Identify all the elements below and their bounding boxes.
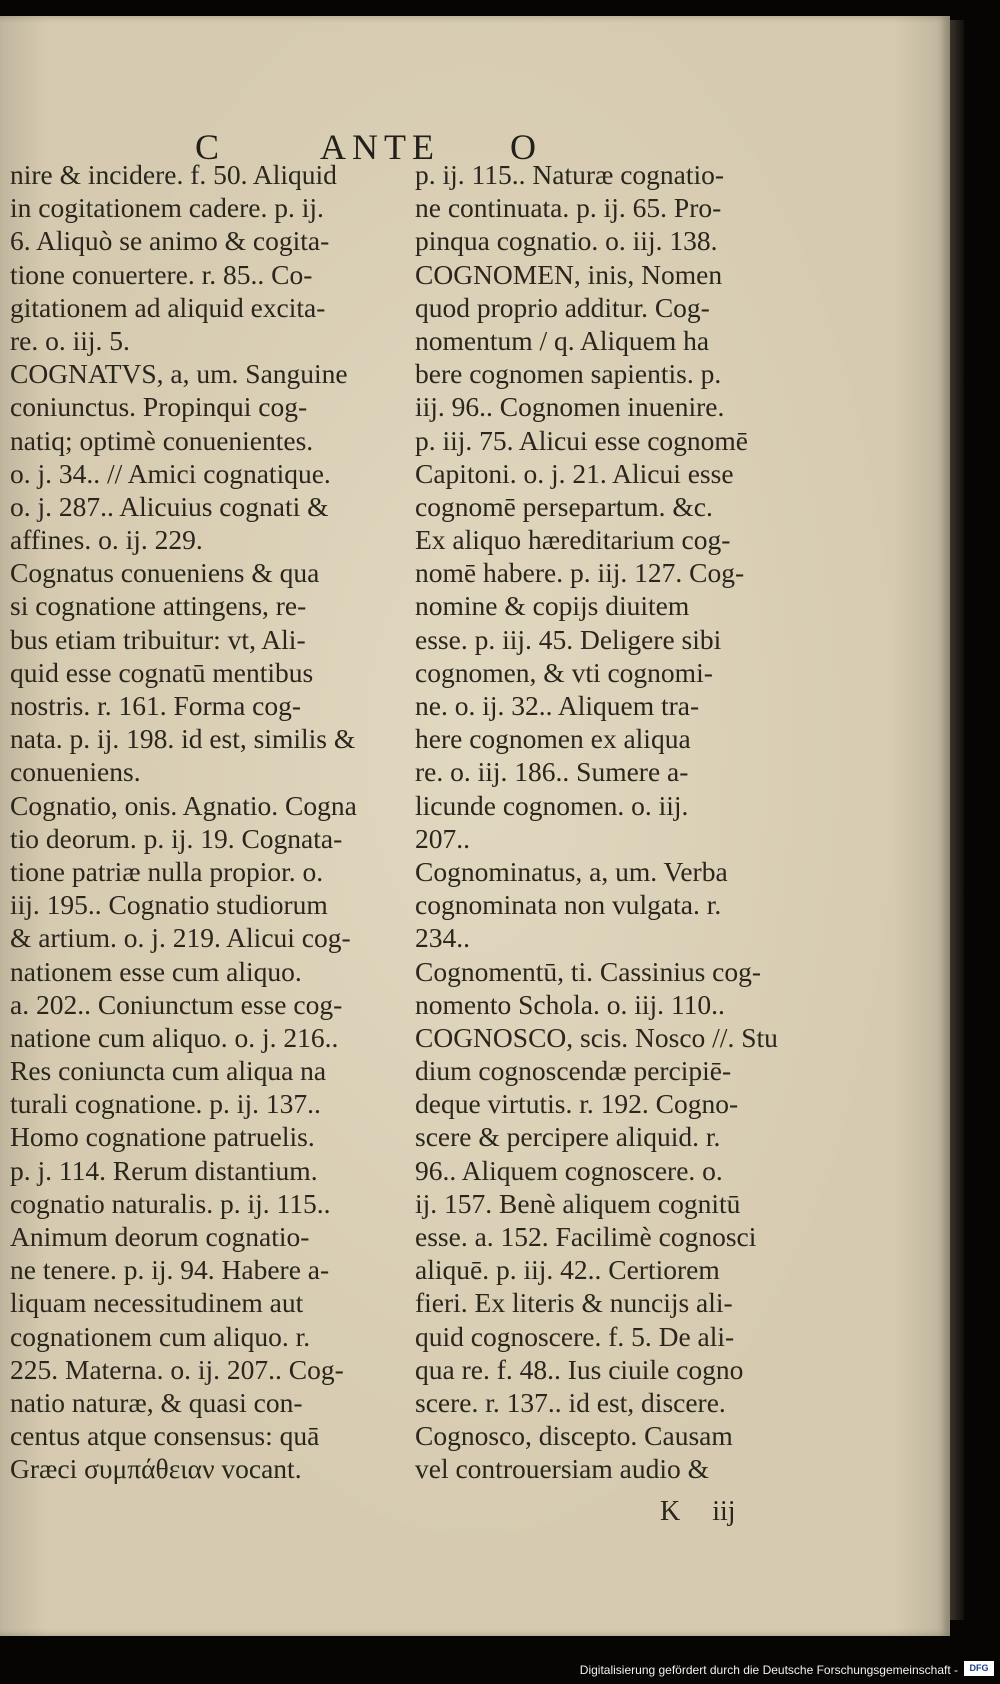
right-column-line: quod proprio additur. Cog-	[415, 291, 710, 323]
dfg-logo: DFG	[964, 1661, 994, 1676]
right-column-line: nomine & copijs diuitem	[415, 590, 690, 622]
right-column-line: Ex aliquo hæreditarium cog-	[415, 524, 731, 556]
left-column-line: natione cum aliquo. o. j. 216..	[10, 1021, 339, 1053]
left-column-line: bus etiam tribuitur: vt, Ali-	[10, 623, 306, 655]
right-column-line: 96.. Aliquem cognoscere. o.	[415, 1154, 723, 1186]
right-column-line: 207..	[415, 822, 470, 854]
left-column-line: cognatio naturalis. p. ij. 115..	[10, 1187, 331, 1219]
right-column-line: 234..	[415, 922, 470, 954]
footer-credit: Digitalisierung gefördert durch die Deutsche Forschungsgemeinschaft -	[579, 1663, 958, 1677]
right-column-line: cognomē persepartum. &c.	[415, 490, 713, 522]
right-column-line: ij. 157. Benè aliquem cognitū	[415, 1187, 741, 1219]
right-column-line: p. iij. 75. Alicui esse cognomē	[415, 424, 749, 456]
right-column-line: COGNOMEN, inis, Nomen	[415, 258, 723, 290]
right-column-line: quid cognoscere. f. 5. De ali-	[415, 1320, 735, 1352]
left-column-line: ne tenere. p. ij. 94. Habere a-	[10, 1254, 330, 1286]
right-column-line: nomentum / q. Aliquem ha	[415, 324, 710, 356]
digitization-footer	[0, 1654, 1000, 1684]
left-column-line: natiq; optimè conuenientes.	[10, 424, 314, 456]
left-column-line: tione conuertere. r. 85.. Co-	[10, 258, 313, 290]
left-column-line: COGNATVS, a, um. Sanguine	[10, 358, 348, 390]
left-column-line: Homo cognatione patruelis.	[10, 1121, 315, 1153]
left-column-line: affines. o. ij. 229.	[10, 524, 203, 556]
left-column-line: nata. p. ij. 198. id est, similis &	[10, 723, 356, 755]
right-column-line: qua re. f. 48.. Ius ciuile cogno	[415, 1353, 744, 1385]
left-column-line: Cognatus conueniens & qua	[10, 557, 320, 589]
left-column-line: iij. 195.. Cognatio studiorum	[10, 889, 328, 921]
left-column-line: cognationem cum aliquo. r.	[10, 1320, 311, 1352]
left-column-line: quid esse cognatū mentibus	[10, 656, 314, 688]
left-column-line: & artium. o. j. 219. Alicui cog-	[10, 922, 351, 954]
right-column-line: dium cognoscendæ percipiē-	[415, 1055, 732, 1087]
left-column-line: tione patriæ nulla propior. o.	[10, 855, 324, 887]
left-column-line: Animum deorum cognatio-	[10, 1221, 310, 1252]
right-column-line: cognominata non vulgata. r.	[415, 889, 722, 921]
right-column-line: deque virtutis. r. 192. Cogno-	[415, 1088, 739, 1120]
left-column-line: nationem esse cum aliquo.	[10, 955, 302, 987]
left-column-line: liquam necessitudinem aut	[10, 1287, 304, 1319]
right-column-line: Cognosco, discepto. Causam	[415, 1420, 733, 1452]
left-column-line: a. 202.. Coniunctum esse cog-	[10, 988, 343, 1020]
right-column-line: Cognominatus, a, um. Verba	[415, 855, 728, 887]
right-column-line: ne. o. ij. 32.. Aliquem tra-	[415, 690, 700, 721]
running-head-right-letter: O	[510, 127, 542, 167]
left-column-line: in cogitationem cadere. p. ij.	[10, 192, 324, 224]
left-column-line: nire & incidere. f. 50. Aliquid	[10, 159, 337, 190]
right-column-line: esse. p. iij. 45. Deligere sibi	[415, 623, 722, 655]
left-column-line: p. j. 114. Rerum distantium.	[10, 1154, 318, 1186]
left-column-line: coniunctus. Propinqui cog-	[10, 391, 308, 423]
book-page	[0, 16, 950, 1636]
right-column-line: Cognomentū, ti. Cassinius cog-	[415, 955, 762, 987]
left-column-line: nostris. r. 161. Forma cog-	[10, 690, 302, 721]
left-column-line: gitationem ad aliquid excita-	[10, 291, 326, 323]
right-column-line: ne continuata. p. ij. 65. Pro-	[415, 192, 722, 224]
right-column	[415, 158, 845, 1486]
signature-letter: K	[660, 1496, 681, 1527]
left-column-line: o. j. 287.. Alicuius cognati &	[10, 490, 329, 522]
left-column-line: tio deorum. p. ij. 19. Cognata-	[10, 822, 343, 854]
right-column-line: re. o. iij. 186.. Sumere a-	[415, 756, 689, 788]
right-column-line: nomē habere. p. iij. 127. Cog-	[415, 557, 745, 589]
right-column-line: pinqua cognatio. o. iij. 138.	[415, 225, 718, 257]
right-column-line: COGNOSCO, scis. Nosco //. Stu	[415, 1021, 778, 1053]
left-column	[10, 158, 415, 1486]
right-column-line: nomento Schola. o. iij. 110..	[415, 988, 725, 1020]
left-column-line: natio naturæ, & quasi con-	[10, 1386, 303, 1418]
left-column-line: o. j. 34.. // Amici cognatique.	[10, 457, 331, 489]
right-column-line: Capitoni. o. j. 21. Alicui esse	[415, 457, 734, 489]
right-column-line: scere & percipere aliquid. r.	[415, 1121, 721, 1153]
left-column-line: centus atque consensus: quā	[10, 1420, 320, 1452]
right-column-line: fieri. Ex literis & nuncijs ali-	[415, 1287, 733, 1319]
right-column-line: bere cognomen sapientis. p.	[415, 358, 722, 390]
right-column-line: p. ij. 115.. Naturæ cognatio-	[415, 159, 725, 190]
signature-number: iij	[712, 1496, 736, 1527]
right-column-line: iij. 96.. Cognomen inuenire.	[415, 391, 725, 423]
left-column-line: re. o. iij. 5.	[10, 324, 130, 356]
left-column-line: turali cognatione. p. ij. 137..	[10, 1088, 321, 1120]
left-column-line: Res coniuncta cum aliqua na	[10, 1055, 327, 1087]
page-signature	[660, 1496, 768, 1528]
right-column-line: esse. a. 152. Facilimè cognosci	[415, 1221, 757, 1252]
left-column-line: Græci συμπάθειαν vocant.	[10, 1453, 302, 1485]
right-column-line: vel controuersiam audio &	[415, 1453, 710, 1485]
right-column-line: here cognomen ex aliqua	[415, 723, 691, 755]
left-column-line: conueniens.	[10, 756, 141, 788]
right-column-line: scere. r. 137.. id est, discere.	[415, 1386, 726, 1418]
running-head-word: ANTE	[320, 127, 440, 167]
left-column-line: 225. Materna. o. ij. 207.. Cog-	[10, 1353, 344, 1385]
page-edge-shadow	[950, 20, 964, 1620]
left-column-line: Cognatio, onis. Agnatio. Cogna	[10, 789, 357, 821]
right-column-line: licunde cognomen. o. iij.	[415, 789, 689, 821]
right-column-line: aliquē. p. iij. 42.. Certiorem	[415, 1254, 720, 1286]
running-head-left-letter: C	[195, 127, 226, 167]
left-column-line: 6. Aliquò se animo & cogita-	[10, 225, 330, 257]
right-column-line: cognomen, & vti cognomi-	[415, 656, 713, 688]
left-column-line: si cognatione attingens, re-	[10, 590, 307, 622]
